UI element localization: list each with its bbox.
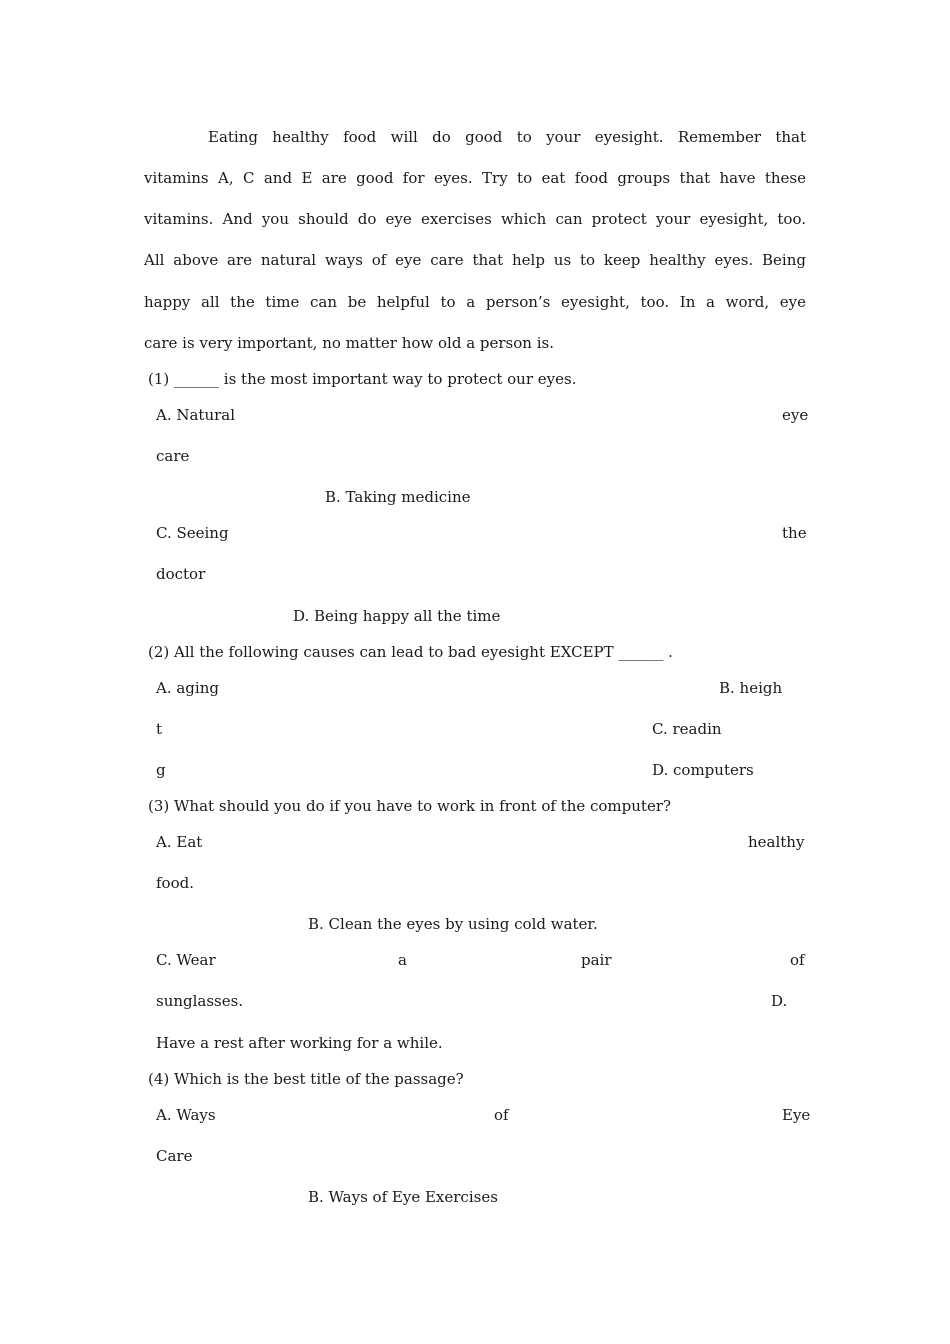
q1-option-a-cont: care [156, 447, 190, 465]
q2-option-c-cont: g [156, 761, 166, 779]
q2-option-b[interactable]: B. heigh [719, 679, 783, 697]
question-1-stem: (1) ______ is the most important way to protect our eyes. [148, 370, 577, 388]
question-4-stem: (4) Which is the best title of the passage? [148, 1070, 464, 1088]
passage-line-1: Eating healthy food will do good to your eyesight. Remember that [208, 128, 806, 146]
passage-line-6: care is very important, no matter how old a person is. [144, 334, 554, 352]
q2-option-d[interactable]: D. computers [652, 761, 754, 779]
q4-option-a-word-3: Eye [782, 1106, 811, 1124]
q3-option-c-word-3: pair [581, 951, 612, 969]
passage-line-3: vitamins. And you should do eye exercises which can protect your eyesight, too. [144, 210, 806, 228]
q3-option-b[interactable]: B. Clean the eyes by using cold water. [308, 915, 598, 933]
q3-option-a-cont: food. [156, 874, 194, 892]
q1-option-a-word: eye [782, 406, 809, 424]
q3-option-d[interactable]: D. [771, 992, 788, 1010]
passage-line-4: All above are natural ways of eye care that help us to keep healthy eyes. Being [144, 251, 806, 269]
q1-option-b[interactable]: B. Taking medicine [325, 488, 471, 506]
q1-option-c-word: the [782, 524, 807, 542]
question-3-stem: (3) What should you do if you have to work in front of the computer? [148, 797, 672, 815]
q4-option-b[interactable]: B. Ways of Eye Exercises [308, 1188, 498, 1206]
passage-line-2: vitamins A, C and E are good for eyes. Try to eat food groups that have these [144, 169, 806, 187]
question-2-stem: (2) All the following causes can lead to bad eyesight EXCEPT ______ . [148, 643, 673, 661]
q3-option-c-cont: sunglasses. [156, 992, 244, 1010]
q2-option-a[interactable]: A. aging [156, 679, 219, 697]
q1-option-c-cont: doctor [156, 565, 206, 583]
q1-option-d[interactable]: D. Being happy all the time [293, 607, 501, 625]
q4-option-a-cont: Care [156, 1147, 193, 1165]
q4-option-a-word-2: of [494, 1106, 509, 1124]
q1-option-a[interactable]: A. Natural [156, 406, 236, 424]
q3-option-a[interactable]: A. Eat [156, 833, 203, 851]
q3-option-c-word-2: a [398, 951, 407, 969]
q4-option-a[interactable]: A. Ways [156, 1106, 216, 1124]
q2-option-b-cont: t [156, 720, 163, 738]
q3-option-d-cont: Have a rest after working for a while. [156, 1034, 443, 1052]
q1-option-c[interactable]: C. Seeing [156, 524, 229, 542]
q3-option-c[interactable]: C. Wear [156, 951, 216, 969]
passage-line-5: happy all the time can be helpful to a person’s eyesight, too. In a word, eye [144, 293, 806, 311]
q3-option-c-word-4: of [790, 951, 805, 969]
q3-option-a-word: healthy [748, 833, 805, 851]
q2-option-c[interactable]: C. readin [652, 720, 722, 738]
